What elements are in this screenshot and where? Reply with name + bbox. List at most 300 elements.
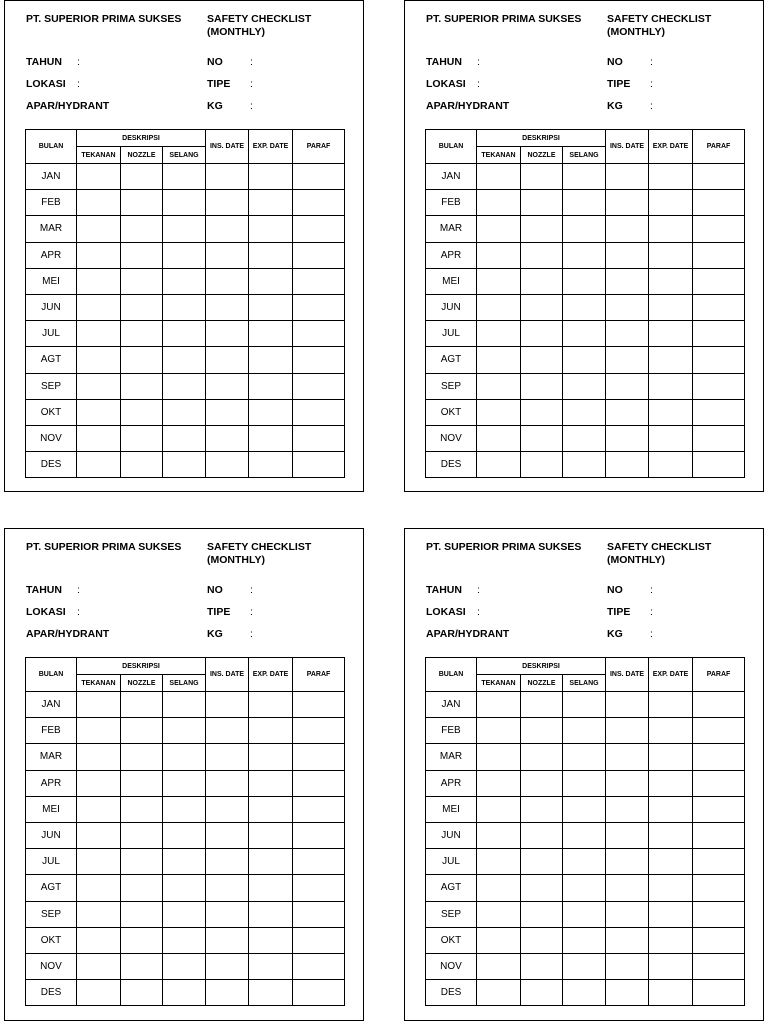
tekanan-cell <box>477 190 521 216</box>
month-label: AGT <box>426 347 477 373</box>
paraf-cell <box>693 822 745 848</box>
month-label: AGT <box>26 347 77 373</box>
field-colon: : <box>250 584 253 596</box>
tekanan-cell <box>77 347 121 373</box>
selang-cell <box>563 718 606 744</box>
exp-date-cell <box>249 321 293 347</box>
ins-date-cell <box>606 242 649 268</box>
ins-date-cell <box>206 927 249 953</box>
nozzle-cell <box>121 268 163 294</box>
tekanan-cell <box>477 216 521 242</box>
header-nozzle: NOZZLE <box>521 675 563 692</box>
header-deskripsi: DESKRIPSI <box>477 658 606 675</box>
month-row <box>26 164 345 190</box>
exp-date-cell <box>249 692 293 718</box>
nozzle-cell <box>121 164 163 190</box>
exp-date-cell <box>649 718 693 744</box>
checklist-table <box>25 129 345 478</box>
header-bulan: BULAN <box>426 130 477 164</box>
selang-cell <box>163 294 206 320</box>
month-label: JUL <box>26 849 77 875</box>
selang-cell <box>563 294 606 320</box>
nozzle-cell <box>521 927 563 953</box>
selang-cell <box>563 347 606 373</box>
field-label-lokasi: LOKASI <box>26 606 66 618</box>
nozzle-cell <box>121 927 163 953</box>
tekanan-cell <box>477 164 521 190</box>
exp-date-cell <box>649 294 693 320</box>
paraf-cell <box>293 164 345 190</box>
paraf-cell <box>693 373 745 399</box>
ins-date-cell <box>206 901 249 927</box>
nozzle-cell <box>521 901 563 927</box>
header-bulan: BULAN <box>26 130 77 164</box>
nozzle-cell <box>121 373 163 399</box>
checklist-title-line1: SAFETY CHECKLIST <box>607 541 712 553</box>
nozzle-cell <box>521 744 563 770</box>
paraf-cell <box>693 321 745 347</box>
nozzle-cell <box>121 953 163 979</box>
paraf-cell <box>693 164 745 190</box>
field-label-kg: KG <box>607 100 623 112</box>
month-row <box>26 190 345 216</box>
header-selang: SELANG <box>163 675 206 692</box>
checklist-title-line1: SAFETY CHECKLIST <box>607 13 712 25</box>
tekanan-cell <box>477 849 521 875</box>
paraf-cell <box>293 927 345 953</box>
nozzle-cell <box>121 216 163 242</box>
nozzle-cell <box>521 268 563 294</box>
month-row <box>426 190 745 216</box>
month-label: JUL <box>26 321 77 347</box>
month-row <box>426 164 745 190</box>
tekanan-cell <box>77 927 121 953</box>
ins-date-cell <box>606 216 649 242</box>
header-tekanan: TEKANAN <box>477 675 521 692</box>
month-row <box>426 347 745 373</box>
selang-cell <box>563 216 606 242</box>
month-label: FEB <box>426 718 477 744</box>
tekanan-cell <box>77 822 121 848</box>
checklist-card <box>4 0 364 492</box>
tekanan-cell <box>77 216 121 242</box>
tekanan-cell <box>477 901 521 927</box>
field-label-lokasi: LOKASI <box>426 606 466 618</box>
ins-date-cell <box>206 980 249 1006</box>
tekanan-cell <box>77 268 121 294</box>
nozzle-cell <box>121 425 163 451</box>
month-label: MAR <box>426 216 477 242</box>
field-label-apar-hydrant: APAR/HYDRANT <box>26 100 110 112</box>
month-label: OKT <box>26 927 77 953</box>
selang-cell <box>563 425 606 451</box>
tekanan-cell <box>77 692 121 718</box>
month-label: DES <box>426 452 477 478</box>
paraf-cell <box>693 268 745 294</box>
month-row <box>26 268 345 294</box>
exp-date-cell <box>249 718 293 744</box>
month-label: SEP <box>426 373 477 399</box>
month-row <box>26 294 345 320</box>
nozzle-cell <box>521 216 563 242</box>
exp-date-cell <box>649 980 693 1006</box>
ins-date-cell <box>206 875 249 901</box>
month-row <box>26 692 345 718</box>
tekanan-cell <box>77 980 121 1006</box>
paraf-cell <box>293 822 345 848</box>
ins-date-cell <box>206 399 249 425</box>
exp-date-cell <box>649 770 693 796</box>
selang-cell <box>163 927 206 953</box>
month-row <box>26 425 345 451</box>
month-label: MEI <box>26 796 77 822</box>
exp-date-cell <box>249 242 293 268</box>
checklist-table <box>25 657 345 1006</box>
exp-date-cell <box>249 822 293 848</box>
exp-date-cell <box>249 294 293 320</box>
exp-date-cell <box>249 452 293 478</box>
month-label: MEI <box>426 796 477 822</box>
paraf-cell <box>693 980 745 1006</box>
selang-cell <box>163 216 206 242</box>
month-label: NOV <box>426 953 477 979</box>
exp-date-cell <box>249 875 293 901</box>
ins-date-cell <box>206 744 249 770</box>
field-label-tipe: TIPE <box>207 78 231 90</box>
tekanan-cell <box>77 425 121 451</box>
exp-date-cell <box>649 692 693 718</box>
checklist-title <box>607 13 711 39</box>
field-label-no: NO <box>207 56 223 68</box>
month-label: DES <box>26 452 77 478</box>
field-label-tipe: TIPE <box>207 606 231 618</box>
exp-date-cell <box>649 927 693 953</box>
header-tekanan: TEKANAN <box>477 147 521 164</box>
field-label-no: NO <box>607 584 623 596</box>
exp-date-cell <box>249 268 293 294</box>
selang-cell <box>163 321 206 347</box>
paraf-cell <box>693 242 745 268</box>
ins-date-cell <box>606 452 649 478</box>
exp-date-cell <box>649 399 693 425</box>
nozzle-cell <box>521 822 563 848</box>
ins-date-cell <box>206 268 249 294</box>
paraf-cell <box>693 692 745 718</box>
exp-date-cell <box>649 901 693 927</box>
exp-date-cell <box>249 347 293 373</box>
field-colon: : <box>77 78 80 90</box>
paraf-cell <box>293 399 345 425</box>
month-label: NOV <box>426 425 477 451</box>
field-label-no: NO <box>607 56 623 68</box>
month-label: MEI <box>426 268 477 294</box>
month-row <box>26 452 345 478</box>
header-paraf: PARAF <box>693 658 745 692</box>
paraf-cell <box>693 399 745 425</box>
field-label-lokasi: LOKASI <box>26 78 66 90</box>
month-label: MAR <box>426 744 477 770</box>
exp-date-cell <box>249 849 293 875</box>
month-row <box>26 347 345 373</box>
checklist-title-line2: (MONTHLY) <box>607 554 665 566</box>
ins-date-cell <box>606 347 649 373</box>
paraf-cell <box>293 796 345 822</box>
exp-date-cell <box>649 347 693 373</box>
nozzle-cell <box>521 425 563 451</box>
selang-cell <box>563 452 606 478</box>
nozzle-cell <box>521 953 563 979</box>
paraf-cell <box>693 796 745 822</box>
exp-date-cell <box>249 770 293 796</box>
nozzle-cell <box>521 718 563 744</box>
selang-cell <box>563 692 606 718</box>
ins-date-cell <box>206 425 249 451</box>
exp-date-cell <box>649 425 693 451</box>
exp-date-cell <box>249 164 293 190</box>
checklist-title <box>607 541 711 567</box>
field-label-tahun: TAHUN <box>426 584 462 596</box>
paraf-cell <box>293 242 345 268</box>
selang-cell <box>563 399 606 425</box>
ins-date-cell <box>206 164 249 190</box>
selang-cell <box>163 718 206 744</box>
selang-cell <box>563 268 606 294</box>
exp-date-cell <box>649 321 693 347</box>
tekanan-cell <box>477 822 521 848</box>
field-colon: : <box>77 584 80 596</box>
exp-date-cell <box>649 744 693 770</box>
selang-cell <box>163 901 206 927</box>
ins-date-cell <box>206 294 249 320</box>
header-ins-date: INS. DATE <box>606 130 649 164</box>
header-tekanan: TEKANAN <box>77 147 121 164</box>
ins-date-cell <box>206 718 249 744</box>
ins-date-cell <box>206 770 249 796</box>
selang-cell <box>563 321 606 347</box>
paraf-cell <box>293 849 345 875</box>
nozzle-cell <box>121 822 163 848</box>
field-label-kg: KG <box>207 100 223 112</box>
month-row <box>426 692 745 718</box>
company-name: PT. SUPERIOR PRIMA SUKSES <box>26 13 182 25</box>
month-label: AGT <box>426 875 477 901</box>
header-paraf: PARAF <box>293 658 345 692</box>
month-row <box>426 744 745 770</box>
paraf-cell <box>693 347 745 373</box>
month-label: DES <box>26 980 77 1006</box>
exp-date-cell <box>649 164 693 190</box>
nozzle-cell <box>521 692 563 718</box>
field-colon: : <box>250 78 253 90</box>
paraf-cell <box>293 373 345 399</box>
selang-cell <box>163 875 206 901</box>
checklist-title-line2: (MONTHLY) <box>207 554 265 566</box>
nozzle-cell <box>121 452 163 478</box>
tekanan-cell <box>477 980 521 1006</box>
field-label-apar-hydrant: APAR/HYDRANT <box>426 628 510 640</box>
exp-date-cell <box>649 373 693 399</box>
field-colon: : <box>77 56 80 68</box>
month-label: SEP <box>26 901 77 927</box>
header-selang: SELANG <box>563 147 606 164</box>
paraf-cell <box>693 770 745 796</box>
month-row <box>426 901 745 927</box>
header-exp-date: EXP. DATE <box>249 658 293 692</box>
ins-date-cell <box>606 849 649 875</box>
paraf-cell <box>293 980 345 1006</box>
month-label: NOV <box>26 425 77 451</box>
nozzle-cell <box>121 980 163 1006</box>
exp-date-cell <box>649 953 693 979</box>
tekanan-cell <box>77 164 121 190</box>
paraf-cell <box>293 268 345 294</box>
month-label: MAR <box>26 744 77 770</box>
tekanan-cell <box>77 875 121 901</box>
ins-date-cell <box>606 425 649 451</box>
field-label-tipe: TIPE <box>607 78 631 90</box>
header-nozzle: NOZZLE <box>521 147 563 164</box>
field-colon: : <box>650 78 653 90</box>
field-colon: : <box>650 100 653 112</box>
month-label: MAR <box>26 216 77 242</box>
exp-date-cell <box>249 744 293 770</box>
header-exp-date: EXP. DATE <box>649 130 693 164</box>
ins-date-cell <box>206 692 249 718</box>
month-label: JUL <box>426 849 477 875</box>
ins-date-cell <box>606 953 649 979</box>
nozzle-cell <box>521 164 563 190</box>
nozzle-cell <box>121 321 163 347</box>
month-label: APR <box>26 770 77 796</box>
nozzle-cell <box>121 190 163 216</box>
ins-date-cell <box>206 190 249 216</box>
field-label-no: NO <box>207 584 223 596</box>
header-bulan: BULAN <box>26 658 77 692</box>
paraf-cell <box>693 216 745 242</box>
header-deskripsi: DESKRIPSI <box>477 130 606 147</box>
header-ins-date: INS. DATE <box>206 658 249 692</box>
exp-date-cell <box>649 190 693 216</box>
paraf-cell <box>293 190 345 216</box>
selang-cell <box>163 980 206 1006</box>
month-row <box>26 927 345 953</box>
selang-cell <box>163 953 206 979</box>
selang-cell <box>563 770 606 796</box>
month-row <box>26 953 345 979</box>
month-row <box>426 980 745 1006</box>
nozzle-cell <box>521 452 563 478</box>
exp-date-cell <box>249 927 293 953</box>
paraf-cell <box>693 190 745 216</box>
nozzle-cell <box>521 294 563 320</box>
company-name: PT. SUPERIOR PRIMA SUKSES <box>26 541 182 553</box>
month-label: APR <box>26 242 77 268</box>
field-colon: : <box>250 100 253 112</box>
exp-date-cell <box>249 980 293 1006</box>
selang-cell <box>163 399 206 425</box>
field-colon: : <box>250 628 253 640</box>
tekanan-cell <box>477 744 521 770</box>
tekanan-cell <box>77 190 121 216</box>
field-colon: : <box>477 584 480 596</box>
selang-cell <box>163 796 206 822</box>
field-colon: : <box>650 606 653 618</box>
tekanan-cell <box>477 321 521 347</box>
month-row <box>426 927 745 953</box>
field-colon: : <box>477 56 480 68</box>
paraf-cell <box>693 901 745 927</box>
company-name: PT. SUPERIOR PRIMA SUKSES <box>426 13 582 25</box>
month-label: MEI <box>26 268 77 294</box>
nozzle-cell <box>121 692 163 718</box>
month-label: APR <box>426 770 477 796</box>
selang-cell <box>163 164 206 190</box>
month-row <box>426 796 745 822</box>
month-label: SEP <box>26 373 77 399</box>
month-label: FEB <box>426 190 477 216</box>
month-label: SEP <box>426 901 477 927</box>
field-colon: : <box>250 56 253 68</box>
month-row <box>426 268 745 294</box>
nozzle-cell <box>521 321 563 347</box>
month-row <box>426 875 745 901</box>
exp-date-cell <box>249 216 293 242</box>
nozzle-cell <box>121 796 163 822</box>
exp-date-cell <box>649 216 693 242</box>
paraf-cell <box>293 875 345 901</box>
field-label-kg: KG <box>207 628 223 640</box>
nozzle-cell <box>121 294 163 320</box>
header-paraf: PARAF <box>693 130 745 164</box>
paraf-cell <box>293 452 345 478</box>
selang-cell <box>163 822 206 848</box>
tekanan-cell <box>77 452 121 478</box>
header-deskripsi: DESKRIPSI <box>77 130 206 147</box>
selang-cell <box>563 875 606 901</box>
ins-date-cell <box>206 849 249 875</box>
month-row <box>26 822 345 848</box>
exp-date-cell <box>649 796 693 822</box>
month-row <box>26 980 345 1006</box>
selang-cell <box>163 268 206 294</box>
tekanan-cell <box>477 692 521 718</box>
ins-date-cell <box>606 190 649 216</box>
selang-cell <box>563 796 606 822</box>
paraf-cell <box>293 718 345 744</box>
ins-date-cell <box>606 164 649 190</box>
tekanan-cell <box>477 953 521 979</box>
selang-cell <box>563 849 606 875</box>
tekanan-cell <box>477 718 521 744</box>
month-label: NOV <box>26 953 77 979</box>
selang-cell <box>563 980 606 1006</box>
checklist-table <box>425 129 745 478</box>
nozzle-cell <box>121 242 163 268</box>
selang-cell <box>563 901 606 927</box>
paraf-cell <box>293 692 345 718</box>
tekanan-cell <box>77 373 121 399</box>
header-ins-date: INS. DATE <box>606 658 649 692</box>
month-label: JUL <box>426 321 477 347</box>
exp-date-cell <box>249 953 293 979</box>
checklist-title-line1: SAFETY CHECKLIST <box>207 541 312 553</box>
header-selang: SELANG <box>163 147 206 164</box>
exp-date-cell <box>249 901 293 927</box>
nozzle-cell <box>521 875 563 901</box>
month-row <box>26 216 345 242</box>
paraf-cell <box>693 452 745 478</box>
ins-date-cell <box>206 242 249 268</box>
